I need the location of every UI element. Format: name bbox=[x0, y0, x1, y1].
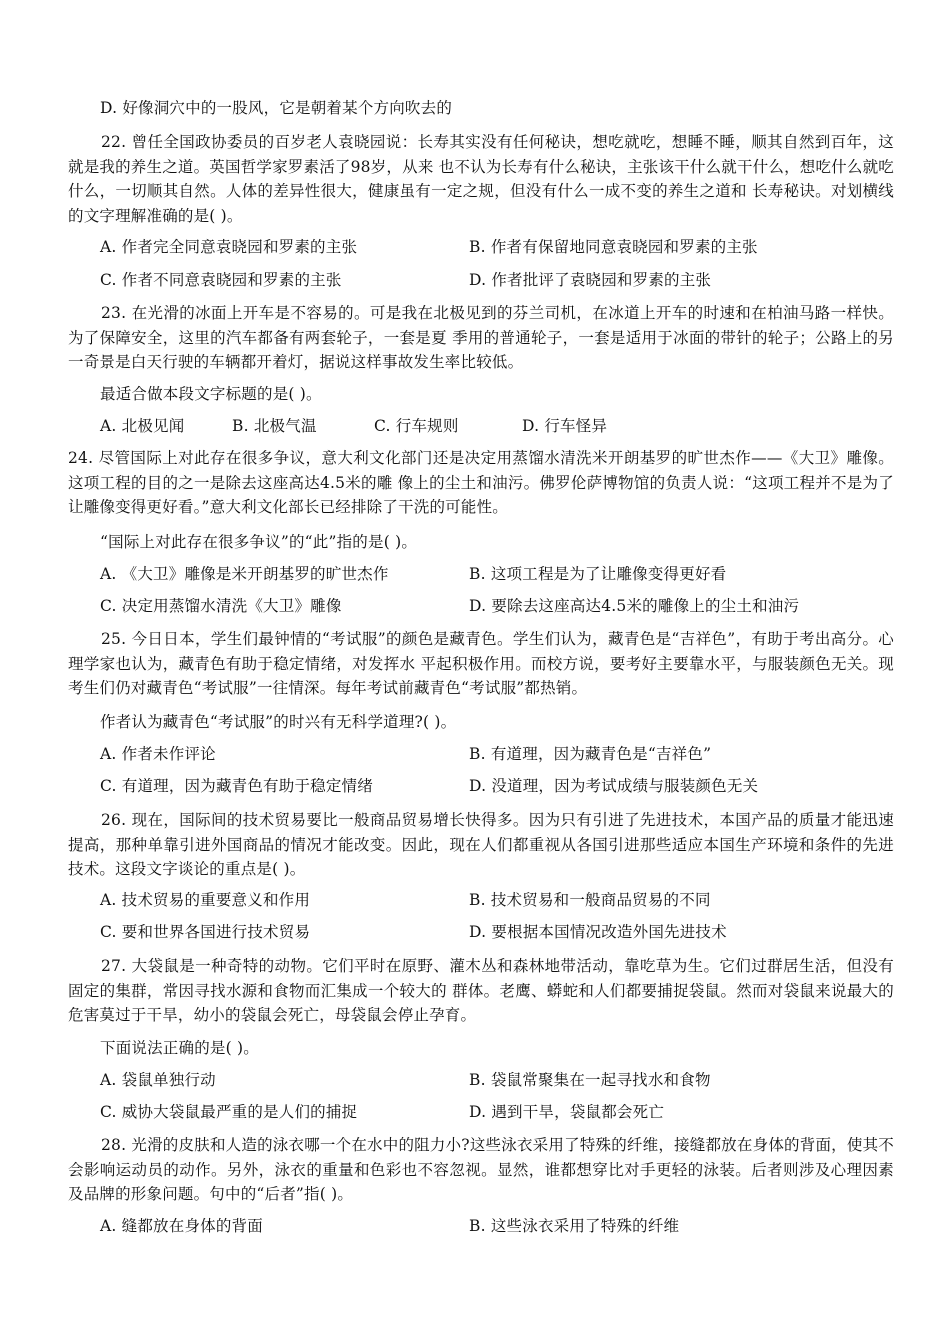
option-25b: B. 有道理，因为藏青色是“吉祥色” bbox=[469, 745, 712, 763]
option-22b: B. 作者有保留地同意袁晓园和罗素的主张 bbox=[469, 238, 758, 256]
option-22d: D. 作者批评了袁晓园和罗素的主张 bbox=[469, 271, 712, 289]
option-27d: D. 遇到干旱，袋鼠都会死亡 bbox=[469, 1103, 665, 1121]
question-28-text: 28. 光滑的皮肤和人造的泳衣哪一个在水中的阻力小?这些泳衣采用了特殊的纤维，接缝都放在身体的背面，使其不会影响运动员的动作。另外，泳衣的重量和色彩也不容忽视。显然，谁都想穿比对手更轻的泳装。后者则涉及心理因素及品牌的形象问题。句中的“后者”指( )。 bbox=[68, 1136, 894, 1203]
option-27a: A. 袋鼠单独行动 bbox=[100, 1071, 216, 1089]
question-26-text: 26. 现在，国际间的技术贸易要比一般商品贸易增长快得多。因为只有引进了先进技术，本国产品的质量才能迅速提高，那种单靠引进外国商品的情况才能改变。因此，现在人们都重视从各国引进那些适应本国生产环境和条件的先进技术。这段文字谈论的重点是( )。 bbox=[68, 811, 894, 878]
option-28a: A. 缝都放在身体的背面 bbox=[100, 1217, 263, 1235]
question-23-text: 23. 在光滑的冰面上开车是不容易的。可是我在北极见到的芬兰司机，在冰道上开车的时速和在柏油马路一样快。为了保障安全，这里的汽车都备有两套轮子，一套是夏 季用的普通轮子，一套是适用于冰面的带针的轮子；公路上的另一奇景是白天行驶的车辆都开着灯，据说这样事故发生率比较低。 bbox=[68, 304, 894, 371]
question-23-options bbox=[100, 416, 607, 436]
question-24-text: 24. 尽管国际上对此存在很多争议，意大利文化部门还是决定用蒸馏水清洗米开朗基罗的旷世杰作——《大卫》雕像。这项工程的目的之一是除去这座高达4.5米的雕 像上的尘土和油污。佛罗伦萨博物馆的负责人说：“这项工程并不是为了让雕像变得更好看。”意大利文化部长已经排除了干洗的可能性。 bbox=[68, 449, 894, 516]
option-24c: C. 决定用蒸馏水清洗《大卫》雕像 bbox=[100, 597, 342, 615]
question-27-prompt: 下面说法正确的是( )。 bbox=[100, 1039, 259, 1057]
option-25d: D. 没道理，因为考试成绩与服装颜色无关 bbox=[469, 777, 759, 795]
option-23b: B. 北极气温 bbox=[232, 417, 317, 435]
question-24-prompt: “国际上对此存在很多争议”的“此”指的是( )。 bbox=[100, 533, 418, 551]
option-24b: B. 这项工程是为了让雕像变得更好看 bbox=[469, 565, 727, 583]
option-25c: C. 有道理，因为藏青色有助于稳定情绪 bbox=[100, 777, 373, 795]
question-25-prompt: 作者认为藏青色“考试服”的时兴有无科学道理?( )。 bbox=[100, 713, 457, 731]
question-25-text: 25. 今日日本，学生们最钟情的“考试服”的颜色是藏青色。学生们认为，藏青色是“吉祥色”，有助于考出高分。心理学家也认为，藏青色有助于稳定情绪，对发挥水 平起积极作用。而校方说，要考好主要靠水平，与服装颜色无关。现考生们仍对藏青色“考试服”一往情深。每年考试前藏青色“考试服”都热销。 bbox=[68, 630, 894, 697]
option-21d: D. 好像洞穴中的一股风，它是朝着某个方向吹去的 bbox=[100, 99, 453, 117]
option-26c: C. 要和世界各国进行技术贸易 bbox=[100, 923, 311, 941]
option-23a: A. 北极见闻 bbox=[100, 417, 185, 435]
option-25a: A. 作者未作评论 bbox=[100, 745, 216, 763]
question-22-text: 22. 曾任全国政协委员的百岁老人袁晓园说：长寿其实没有任何秘诀，想吃就吃，想睡不睡，顺其自然到百年，这就是我的养生之道。英国哲学家罗素活了98岁，从来 也不认为长寿有什么秘诀，主张该干什么就干什么，想吃什么就吃什么，一切顺其自然。人体的差异性很大，健康虽有一定之规，但没有什么一成不变的养生之道和 长寿秘诀。对划横线的文字理解准确的是( )。 bbox=[68, 133, 894, 225]
option-28b: B. 这些泳衣采用了特殊的纤维 bbox=[469, 1217, 680, 1235]
option-24a: A. 《大卫》雕像是米开朗基罗的旷世杰作 bbox=[100, 565, 389, 583]
question-27-text: 27. 大袋鼠是一种奇特的动物。它们平时在原野、灌木丛和森林地带活动，靠吃草为生。它们过群居生活，但没有固定的集群，常因寻找水源和食物而汇集成一个较大的 群体。老鹰、蟒蛇和人们都要捕捉袋鼠。然而对袋鼠来说最大的危害莫过于干旱，幼小的袋鼠会死亡，母袋鼠会停止孕育。 bbox=[68, 957, 894, 1024]
option-22a: A. 作者完全同意袁晓园和罗素的主张 bbox=[100, 238, 358, 256]
option-27b: B. 袋鼠常聚集在一起寻找水和食物 bbox=[469, 1071, 711, 1089]
option-24d: D. 要除去这座高达4.5米的雕像上的尘土和油污 bbox=[469, 597, 800, 615]
question-23-prompt: 最适合做本段文字标题的是( )。 bbox=[100, 385, 322, 403]
option-26a: A. 技术贸易的重要意义和作用 bbox=[100, 891, 311, 909]
option-26d: D. 要根据本国情况改造外国先进技术 bbox=[469, 923, 727, 941]
option-23c: C. 行车规则 bbox=[374, 417, 459, 435]
option-22c: C. 作者不同意袁晓园和罗素的主张 bbox=[100, 271, 342, 289]
option-26b: B. 技术贸易和一般商品贸易的不同 bbox=[469, 891, 711, 909]
option-27c: C. 威协大袋鼠最严重的是人们的捕捉 bbox=[100, 1103, 358, 1121]
option-23d: D. 行车怪异 bbox=[522, 417, 608, 435]
